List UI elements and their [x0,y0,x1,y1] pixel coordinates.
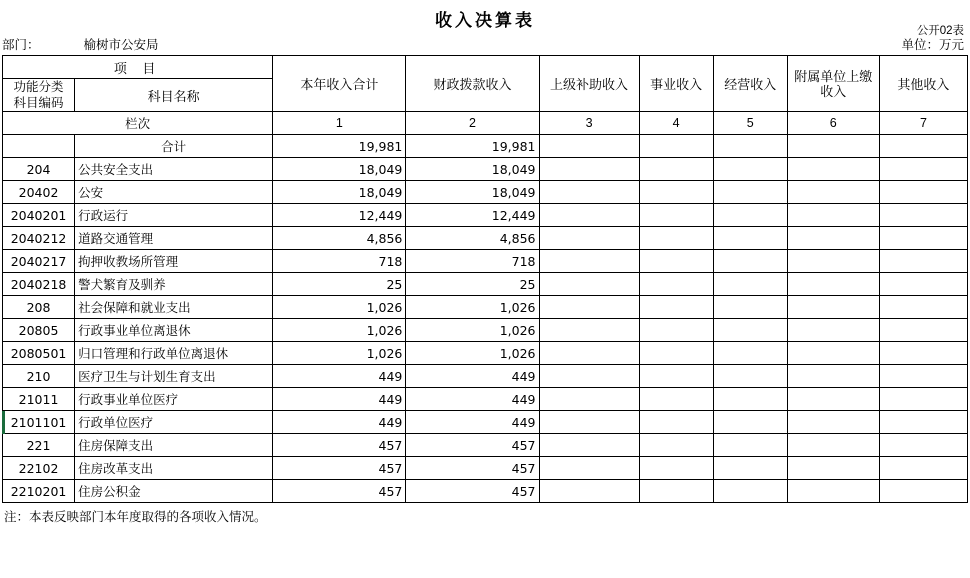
cell-value-3 [539,342,639,365]
cell-value-7 [879,342,967,365]
cell-value-1: 4,856 [273,227,406,250]
cell-value-2: 718 [406,250,539,273]
cell-value-7 [879,296,967,319]
header-col-1: 本年收入合计 [273,56,406,112]
cell-class-code: 221 [3,434,75,457]
meta-row [0,35,970,55]
header-class-code [3,79,75,112]
cell-subject-name: 公共安全支出 [75,158,273,181]
cell-value-4 [639,388,713,411]
cell-value-3 [539,388,639,411]
cell-class-code: 2101101 [3,411,75,434]
cell-value-7 [879,273,967,296]
cell-subject-name: 行政事业单位医疗 [75,388,273,411]
cell-value-7 [879,365,967,388]
cell-value-6 [787,181,879,204]
cell-class-code: 2210201 [3,480,75,503]
table-row [3,342,968,365]
cell-value-6 [787,273,879,296]
cell-subject-name: 拘押收教场所管理 [75,250,273,273]
footnote: 注：本表反映部门本年度取得的各项收入情况。 [4,510,267,524]
cell-value-5 [713,227,787,250]
cell-value-1: 25 [273,273,406,296]
cell-value-4 [639,250,713,273]
cell-value-4 [639,158,713,181]
table-row [3,388,968,411]
header-item-group: 项 目 [3,56,273,79]
cell-value-6 [787,204,879,227]
cell-value-5 [713,181,787,204]
cell-value-5 [713,411,787,434]
cell-value-5 [713,365,787,388]
cell-class-code: 20805 [3,319,75,342]
cell-value-3 [539,158,639,181]
cell-value-3 [539,250,639,273]
cell-value-5 [713,273,787,296]
cell-subject-name: 住房保障支出 [75,434,273,457]
cell-value-7 [879,319,967,342]
cell-class-code: 2040218 [3,273,75,296]
cell-value-5 [713,135,787,158]
table-row [3,227,968,250]
cell-value-1: 18,049 [273,158,406,181]
cell-value-5 [713,204,787,227]
cell-value-7 [879,250,967,273]
cell-value-4 [639,319,713,342]
cell-subject-name: 行政事业单位离退休 [75,319,273,342]
cell-value-1: 12,449 [273,204,406,227]
cell-value-5 [713,457,787,480]
table-header-row-1 [3,56,968,79]
lane-number-1: 1 [273,112,406,135]
cell-value-7 [879,135,967,158]
cell-value-4 [639,135,713,158]
cell-value-7 [879,434,967,457]
cell-value-3 [539,181,639,204]
cell-class-code: 2040217 [3,250,75,273]
cell-value-2: 449 [406,388,539,411]
cell-class-code: 210 [3,365,75,388]
table-row [3,296,968,319]
table-row [3,457,968,480]
cell-value-1: 1,026 [273,342,406,365]
cell-value-1: 1,026 [273,296,406,319]
table-row [3,204,968,227]
cell-value-2: 4,856 [406,227,539,250]
department-value: 榆树市公安局 [83,38,159,52]
lane-number-6: 6 [787,112,879,135]
cell-subject-name: 行政运行 [75,204,273,227]
cell-subject-name: 警犬繁育及驯养 [75,273,273,296]
cell-value-7 [879,411,967,434]
lane-label: 栏次 [3,112,273,135]
cell-value-1: 1,026 [273,319,406,342]
cell-total-label: 合计 [75,135,273,158]
department-label: 部门： [2,38,40,52]
cell-class-code: 2040201 [3,204,75,227]
cell-value-3 [539,457,639,480]
cell-value-6 [787,158,879,181]
cell-value-5 [713,319,787,342]
cell-subject-name: 住房公积金 [75,480,273,503]
table-row [3,135,968,158]
cell-value-3 [539,227,639,250]
header-col-7: 其他收入 [879,56,967,112]
cell-value-5 [713,250,787,273]
cell-value-2: 457 [406,434,539,457]
cell-subject-name: 行政单位医疗 [75,411,273,434]
cell-value-3 [539,204,639,227]
cell-value-4 [639,411,713,434]
cell-value-7 [879,388,967,411]
cell-value-3 [539,135,639,158]
header-class-code-line1: 功能分类 [13,80,64,94]
cell-value-6 [787,365,879,388]
cell-value-4 [639,273,713,296]
cell-class-code: 20402 [3,181,75,204]
cell-value-6 [787,434,879,457]
row-selection-marker [2,411,5,434]
cell-value-6 [787,319,879,342]
cell-value-2: 19,981 [406,135,539,158]
header-col-5: 经营收入 [713,56,787,112]
cell-subject-name: 公安 [75,181,273,204]
cell-value-5 [713,296,787,319]
cell-value-3 [539,365,639,388]
cell-value-2: 1,026 [406,296,539,319]
cell-class-code: 204 [3,158,75,181]
cell-value-6 [787,480,879,503]
header-col-2: 财政拨款收入 [406,56,539,112]
cell-value-5 [713,158,787,181]
cell-class-code: 208 [3,296,75,319]
cell-value-6 [787,411,879,434]
lane-number-5: 5 [713,112,787,135]
table-row [3,250,968,273]
cell-value-6 [787,296,879,319]
cell-class-code: 21011 [3,388,75,411]
cell-value-1: 457 [273,480,406,503]
cell-value-5 [713,480,787,503]
cell-value-6 [787,457,879,480]
form-code: 公开02表 [916,25,964,37]
income-final-accounts-table [2,55,968,503]
cell-value-3 [539,480,639,503]
cell-value-1: 449 [273,365,406,388]
cell-value-7 [879,480,967,503]
cell-value-2: 457 [406,457,539,480]
cell-class-code [3,135,75,158]
cell-value-2: 449 [406,411,539,434]
table-row [3,158,968,181]
department-block [2,35,159,53]
unit-note: 单位：万元 [901,38,964,52]
cell-value-1: 718 [273,250,406,273]
cell-value-6 [787,227,879,250]
cell-value-4 [639,204,713,227]
header-subject-name: 科目名称 [75,79,273,112]
cell-value-6 [787,135,879,158]
cell-value-6 [787,342,879,365]
cell-class-code: 2040212 [3,227,75,250]
table-row [3,411,968,434]
cell-subject-name: 道路交通管理 [75,227,273,250]
cell-value-2: 1,026 [406,319,539,342]
cell-value-1: 19,981 [273,135,406,158]
cell-value-4 [639,181,713,204]
cell-subject-name: 归口管理和行政单位离退休 [75,342,273,365]
cell-value-7 [879,227,967,250]
table-row [3,273,968,296]
table-row [3,319,968,342]
header-col-3: 上级补助收入 [539,56,639,112]
cell-value-2: 457 [406,480,539,503]
cell-value-7 [879,457,967,480]
cell-subject-name: 医疗卫生与计划生育支出 [75,365,273,388]
cell-value-4 [639,227,713,250]
header-class-code-line2: 科目编码 [13,96,64,110]
cell-value-3 [539,434,639,457]
table-row [3,434,968,457]
header-col-4: 事业收入 [639,56,713,112]
header-col-6: 附属单位上缴收入 [787,56,879,112]
cell-value-1: 449 [273,411,406,434]
cell-value-2: 18,049 [406,181,539,204]
lane-number-4: 4 [639,112,713,135]
cell-value-2: 1,026 [406,342,539,365]
cell-value-4 [639,434,713,457]
lane-number-2: 2 [406,112,539,135]
cell-value-3 [539,411,639,434]
cell-class-code: 2080501 [3,342,75,365]
table-body [3,135,968,503]
cell-value-4 [639,296,713,319]
cell-value-7 [879,158,967,181]
cell-subject-name: 住房改革支出 [75,457,273,480]
cell-value-5 [713,342,787,365]
cell-value-1: 18,049 [273,181,406,204]
table-row [3,181,968,204]
cell-value-4 [639,457,713,480]
cell-value-3 [539,319,639,342]
cell-value-4 [639,365,713,388]
cell-value-7 [879,204,967,227]
cell-subject-name: 社会保障和就业支出 [75,296,273,319]
cell-value-3 [539,273,639,296]
cell-value-6 [787,250,879,273]
cell-value-1: 457 [273,434,406,457]
cell-value-2: 449 [406,365,539,388]
lane-number-7: 7 [879,112,967,135]
cell-value-1: 449 [273,388,406,411]
cell-value-2: 12,449 [406,204,539,227]
cell-value-4 [639,342,713,365]
cell-value-2: 18,049 [406,158,539,181]
cell-value-1: 457 [273,457,406,480]
cell-value-5 [713,434,787,457]
lane-number-3: 3 [539,112,639,135]
table-row [3,480,968,503]
table-row [3,365,968,388]
page-title: 收入决算表 [435,11,535,31]
table-lane-row [3,112,968,135]
cell-value-7 [879,181,967,204]
cell-value-6 [787,388,879,411]
cell-value-2: 25 [406,273,539,296]
cell-value-3 [539,296,639,319]
cell-value-5 [713,388,787,411]
cell-class-code: 22102 [3,457,75,480]
cell-value-4 [639,480,713,503]
